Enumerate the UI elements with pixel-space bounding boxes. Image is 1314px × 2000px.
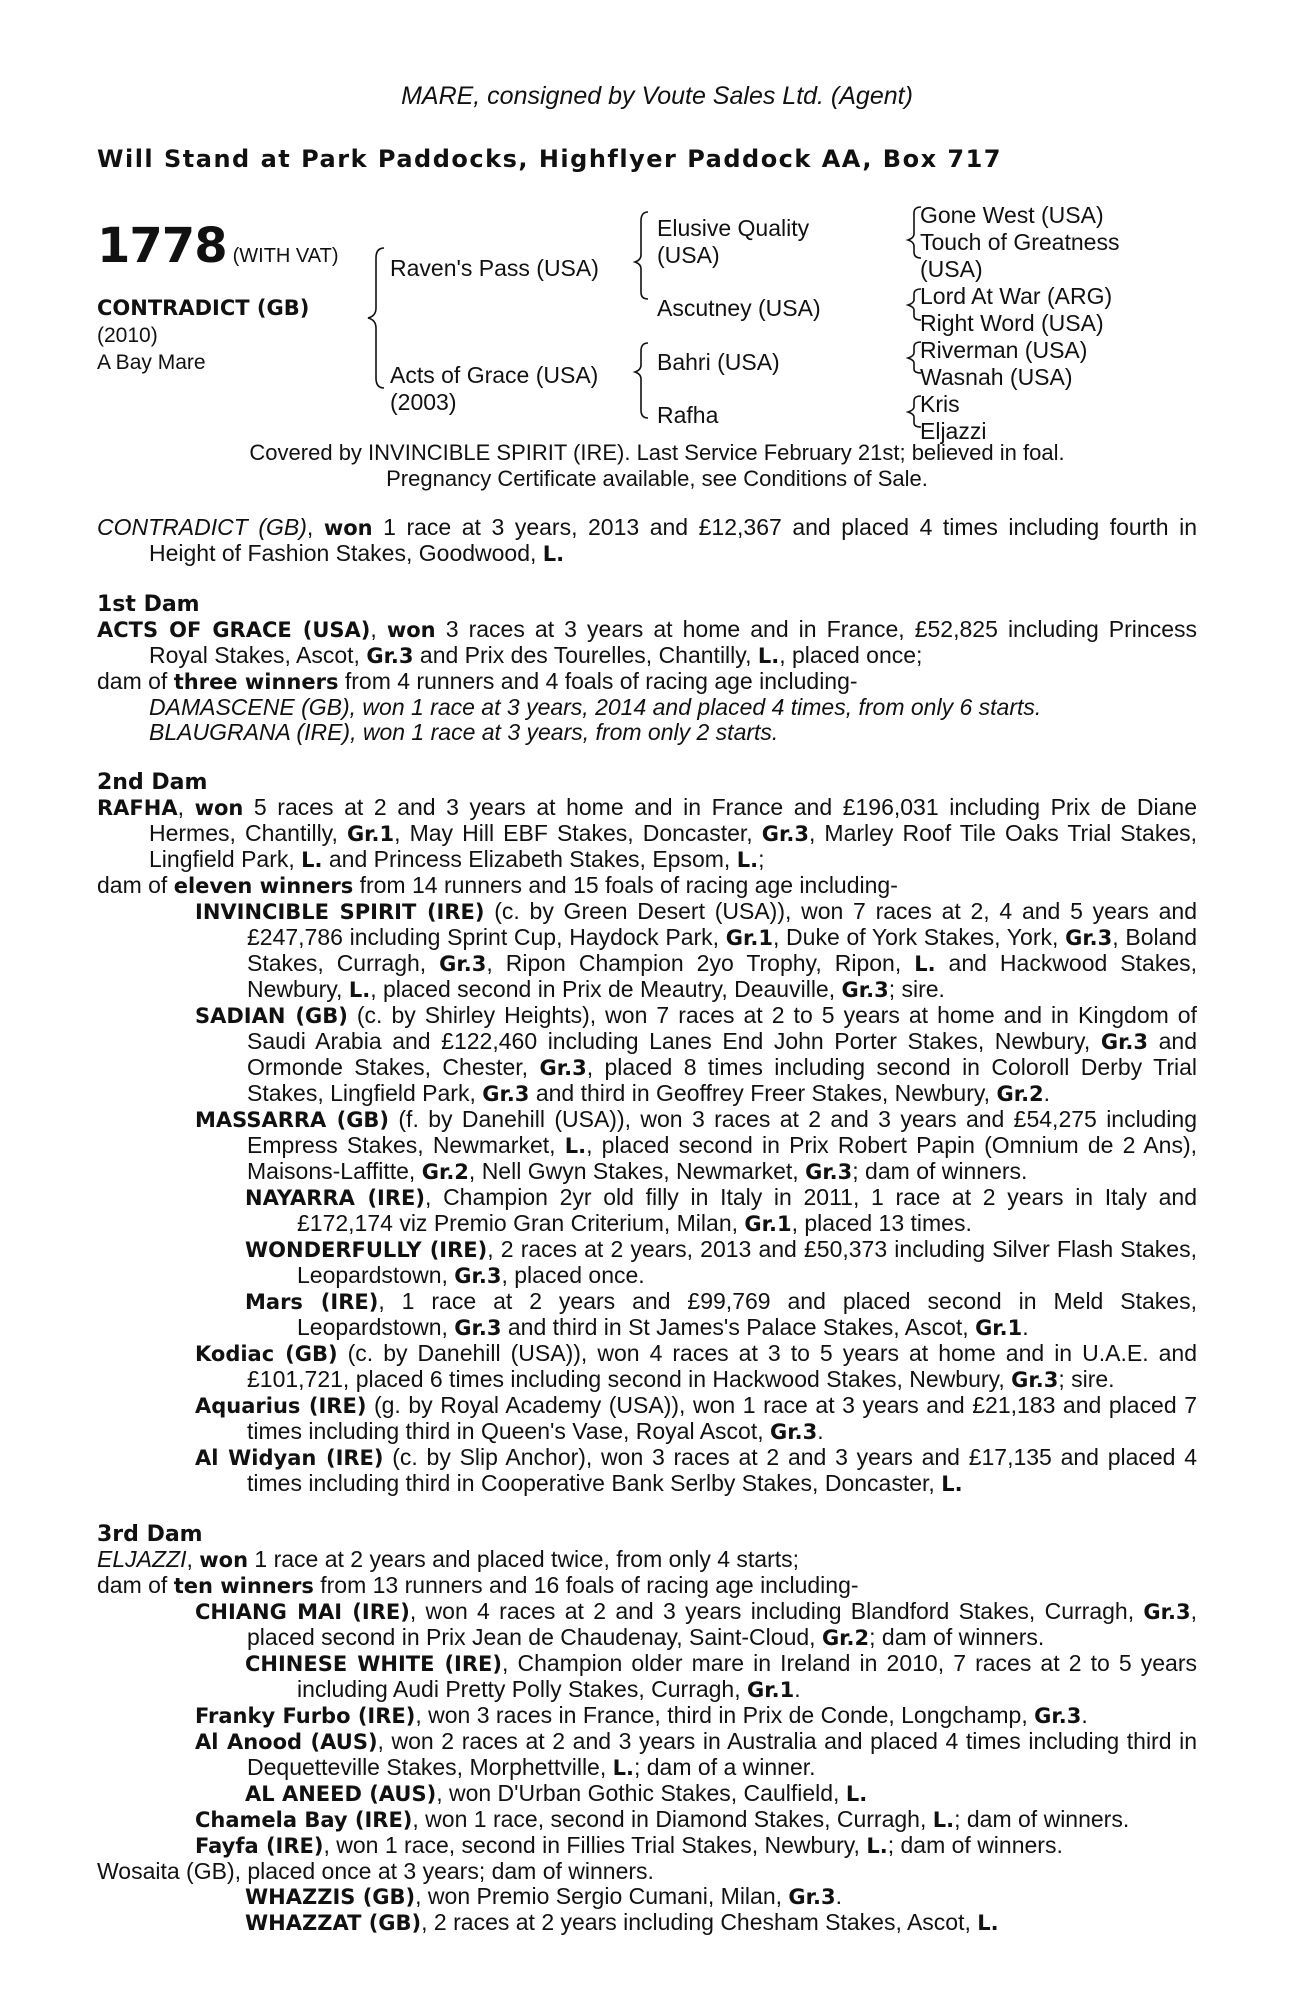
produce-al-aneed: AL ANEED (AUS), won D'Urban Gothic Stakes, Caulfield, L. <box>245 1780 868 1806</box>
produce-al-anood: Al Anood (AUS), won 2 races at 2 and 3 years in Australia and placed 4 times including third in Dequetteville Stakes, Morphettville, L.; dam of a winner. <box>195 1728 1198 1780</box>
pedigree-sss: Gone West (USA) <box>920 202 1104 228</box>
pedigree-sds: Lord At War (ARG) <box>920 283 1113 309</box>
second-dam-heading: 2nd Dam <box>97 770 208 795</box>
produce-wonderfully: WONDERFULLY (IRE), 2 races at 2 years, 2013 and £50,373 including Silver Flash Stakes, Leopardstown, Gr.3, placed once. <box>245 1236 1197 1288</box>
pedigree-dam <box>390 362 598 416</box>
second-dam-record: RAFHA, won 5 races at 2 and 3 years at home and in France and £196,031 including Prix de Diane Hermes, Chantilly, Gr.1, May Hill EBF Stakes, Doncaster, Gr.3, Marley Roof Tile Oaks Trial Stakes, Lingfield Park, L. and Princess Elizabeth Stakes, Epsom, L.; <box>97 794 1197 872</box>
stabling-line: Will Stand at Park Paddocks, Highflyer Paddock AA, Box 717 <box>97 145 1003 173</box>
bracket-dam <box>635 343 648 418</box>
pedigree-dss: Riverman (USA) <box>920 337 1088 363</box>
second-dam-produce-summary: dam of eleven winners from 14 runners and 15 foals of racing age including- <box>97 872 898 898</box>
produce-whazzat: WHAZZAT (GB), 2 races at 2 years including Chesham Stakes, Ascot, L. <box>245 1909 999 1935</box>
produce-franky-furbo: Franky Furbo (IRE), won 3 races in France, third in Prix de Conde, Longchamp, Gr.3. <box>195 1702 1088 1728</box>
first-dam-produce-summary: dam of three winners from 4 runners and 4 foals of racing age including- <box>97 668 858 694</box>
produce-wosaita: Wosaita (GB), placed once at 3 years; dam of winners. <box>97 1858 654 1884</box>
covered-note <box>0 440 1314 492</box>
produce-whazzis: WHAZZIS (GB), won Premio Sergio Cumani, Milan, Gr.3. <box>245 1883 842 1909</box>
pedigree-ss <box>657 215 809 269</box>
pedigree-dam-name: Acts of Grace (USA) <box>390 362 599 388</box>
pedigree-dam-year: (2003) <box>390 389 457 415</box>
produce-nayarra: NAYARRA (IRE), Champion 2yr old filly in Italy in 2011, 1 race at 2 years in Italy and £172,174 viz Premio Gran Criterium, Milan, Gr.1, placed 13 times. <box>245 1184 1198 1236</box>
pedigree-ss-line1: Elusive Quality <box>657 215 810 241</box>
third-dam-produce-summary: dam of ten winners from 13 runners and 16 foals of racing age including- <box>97 1572 859 1598</box>
produce-damascene: DAMASCENE (GB), won 1 race at 3 years, 2014 and placed 4 times, from only 6 starts. <box>149 694 1042 720</box>
first-dam-record: ACTS OF GRACE (USA), won 3 races at 3 years at home and in France, £52,825 including Princess Royal Stakes, Ascot, Gr.3 and Prix des Tourelles, Chantilly, L., placed once; <box>97 616 1198 668</box>
produce-sadian: SADIAN (GB) (c. by Shirley Heights), won 7 races at 2 to 5 years at home and in Kingdom of Saudi Arabia and £122,460 including Lanes End John Porter Stakes, Newbury, Gr.3 and Ormonde Stakes, Chester, Gr.3, placed 8 times including second in Coloroll Derby Trial Stakes, Lingfield Park, Gr.3 and third in Geoffrey Freer Stakes, Newbury, Gr.2. <box>195 1002 1197 1106</box>
bracket-sire <box>635 212 648 299</box>
produce-al-widyan: Al Widyan (IRE) (c. by Slip Anchor), won 3 races at 2 and 3 years and £17,135 and placed 4 times including third in Cooperative Bank Serlby Stakes, Doncaster, L. <box>195 1444 1198 1496</box>
pedigree-ssd-line2: (USA) <box>920 256 983 282</box>
produce-kodiac: Kodiac (GB) (c. by Danehill (USA)), won 4 races at 3 to 5 years at home and in U.A.E. and £101,721, placed 6 times including second in Hackwood Stakes, Newbury, Gr.3; sire. <box>195 1340 1197 1392</box>
pedigree-dd: Rafha <box>657 402 719 428</box>
catalogue-body <box>97 515 1197 1936</box>
pedigree-dsd: Wasnah (USA) <box>920 364 1073 390</box>
produce-chinese-white: CHINESE WHITE (IRE), Champion older mare in Ireland in 2010, 7 races at 2 to 5 years including Audi Pretty Polly Stakes, Curragh, Gr.1. <box>245 1650 1198 1702</box>
lot-number-value: 1778 <box>97 218 227 274</box>
produce-massarra: MASSARRA (GB) (f. by Danehill (USA)), won 3 races at 2 and 3 years and £54,275 including Empress Stakes, Newmarket, L., placed second in Prix Robert Papin (Omnium de 2 Ans), Maisons-Laffitte, Gr.2, Nell Gwyn Stakes, Newmarket, Gr.3; dam of winners. <box>195 1106 1198 1184</box>
pedigree-gen3 <box>920 202 1119 445</box>
pedigree-sdd: Right Word (USA) <box>920 310 1104 336</box>
horse-name: CONTRADICT (GB) <box>97 296 310 320</box>
third-dam-record: ELJAZZI, won 1 race at 2 years and placed twice, from only 4 starts; <box>97 1546 800 1572</box>
pedigree-ddd: Eljazzi <box>920 418 987 444</box>
produce-invincible-spirit: INVINCIBLE SPIRIT (IRE) (c. by Green Desert (USA)), won 7 races at 2, 4 and 5 years and £247,786 including Sprint Cup, Haydock Park, Gr.1, Duke of York Stakes, York, Gr.3, Boland Stakes, Curragh, Gr.3, Ripon Champion 2yo Trophy, Ripon, L. and Hackwood Stakes, Newbury, L., placed second in Prix de Meautry, Deauville, Gr.3; sire. <box>195 898 1197 1002</box>
produce-aquarius: Aquarius (IRE) (g. by Royal Academy (USA)), won 1 race at 3 years and £21,183 and placed 7 times including third in Queen's Vase, Royal Ascot, Gr.3. <box>195 1392 1197 1444</box>
produce-mars: Mars (IRE), 1 race at 2 years and £99,769 and placed second in Meld Stakes, Leopardstown, Gr.3 and third in St James's Palace Stakes, Ascot, Gr.1. <box>245 1288 1197 1340</box>
pedigree-ds: Bahri (USA) <box>657 349 780 375</box>
pedigree-sire: Raven's Pass (USA) <box>390 255 599 281</box>
pedigree-dds: Kris <box>920 391 960 417</box>
covered-line1: Covered by INVINCIBLE SPIRIT (IRE). Last Service February 21st; believed in foal. <box>249 440 1065 465</box>
produce-chamela-bay: Chamela Bay (IRE), won 1 race, second in Diamond Stakes, Curragh, L.; dam of winners. <box>195 1806 1130 1832</box>
bracket-gen1 <box>368 248 384 388</box>
pedigree-ssd: Touch of Greatness <box>920 229 1120 255</box>
produce-blaugrana: BLAUGRANA (IRE), won 1 race at 3 years, from only 2 starts. <box>149 719 779 745</box>
produce-fayfa: Fayfa (IRE), won 1 race, second in Fillies Trial Stakes, Newbury, L.; dam of winners. <box>195 1832 1063 1858</box>
third-dam-heading: 3rd Dam <box>97 1522 203 1547</box>
consignor-line: MARE, consigned by Voute Sales Ltd. (Agent) <box>401 82 913 110</box>
pedigree-sd: Ascutney (USA) <box>657 295 821 321</box>
horse-year: (2010) <box>97 324 158 347</box>
first-dam-heading: 1st Dam <box>97 592 200 617</box>
pedigree-ss-line2: (USA) <box>657 242 720 268</box>
produce-chiang-mai: CHIANG MAI (IRE), won 4 races at 2 and 3 years including Blandford Stakes, Curragh, Gr.3, placed second in Prix Jean de Chaudenay, Saint-Cloud, Gr.2; dam of winners. <box>195 1598 1197 1650</box>
horse-description: A Bay Mare <box>97 351 206 374</box>
vat-label: (WITH VAT) <box>232 245 339 267</box>
covered-line2: Pregnancy Certificate available, see Conditions of Sale. <box>386 466 928 491</box>
intro-paragraph: CONTRADICT (GB), won 1 race at 3 years, 2013 and £12,367 and placed 4 times including fourth in Height of Fashion Stakes, Goodwood, L. <box>97 514 1197 566</box>
